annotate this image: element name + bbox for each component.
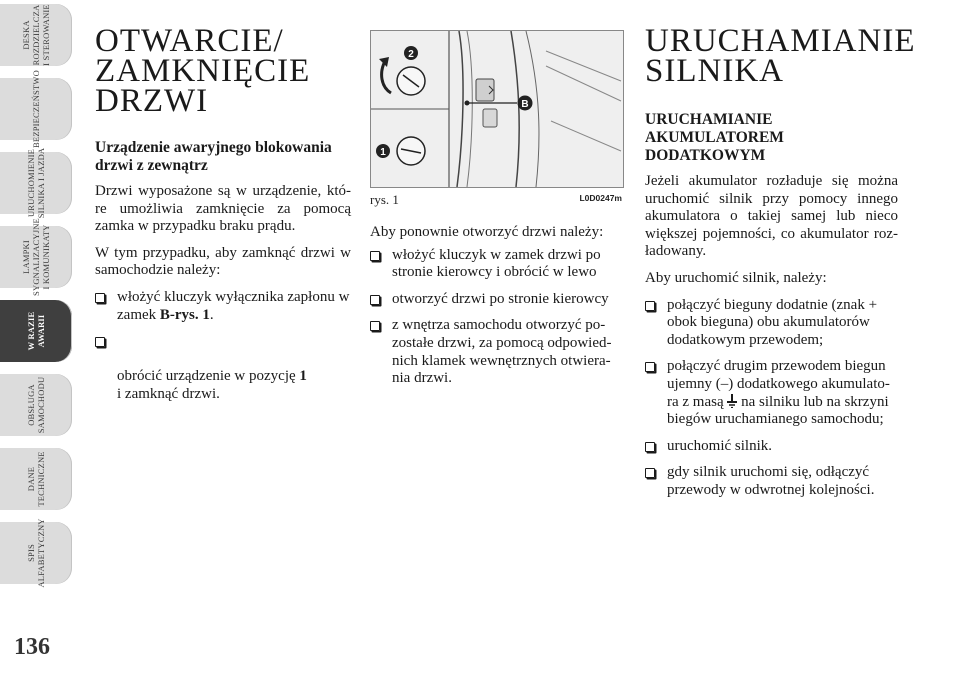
tab-label: DESKA ROZDZIELCZA I STEROWANIE (21, 4, 51, 66)
section-title: URUCHAMIANIE SILNIKA (645, 23, 916, 89)
checkbox-bullet-icon (370, 295, 380, 305)
tab-deska-rozdzielcza[interactable] (0, 4, 72, 66)
tab-w-razie-awarii[interactable] (0, 300, 72, 362)
list-item-text: połączyć drugim przewodem biegun ujemny (–) dodatkowego akumulato-ra z masą (667, 358, 890, 410)
list-item (645, 464, 898, 499)
tab-label: DANE TECHNICZNE (26, 451, 46, 507)
paragraph: Jeżeli akumulator rozładuje się można uruchomić silnik przy pomocy innego akumulatora o takiej samej lub nieco większej pojemności, co akumulator roz-ładowany. (645, 173, 898, 260)
list-item (370, 247, 622, 282)
figure-caption (370, 192, 622, 208)
list-item-text: gdy silnik uruchomi się, odłączyć przewody w odwrotnej kolejności. (667, 464, 875, 498)
list-item-text: obrócić urządzenie w pozycję (117, 368, 300, 385)
figure-code: L0D0247m (579, 193, 622, 203)
subsection-title: Urządzenie awaryjnego blokowania drzwi z zewnątrz (95, 139, 332, 174)
callout-1: 1 (380, 147, 386, 158)
tab-label: SPIS ALFABETYCZNY (26, 518, 46, 588)
list-item (645, 297, 898, 350)
list-item (95, 333, 351, 403)
tab-label: BEZPIECZEŃSTWO (31, 70, 41, 148)
column-jump-start (645, 23, 916, 509)
list-item (95, 289, 351, 324)
tab-lampki[interactable] (0, 218, 72, 296)
checkbox-bullet-icon (645, 468, 655, 478)
list-item-text: włożyć kluczyk w zamek drzwi po stronie kierowcy i obrócić w lewo (392, 246, 601, 281)
paragraph: Aby uruchomić silnik, należy: (645, 269, 827, 286)
ground-icon (727, 394, 737, 408)
list-item (645, 438, 898, 456)
tab-spis-alfabetyczny[interactable] (0, 518, 72, 588)
column-door-lock (95, 23, 351, 413)
tab-bezpieczenstwo[interactable] (0, 70, 72, 148)
instruction-list (645, 297, 898, 500)
list-item-text: uruchomić silnik. (667, 437, 772, 454)
checkbox-bullet-icon (370, 251, 380, 261)
callout-2: 2 (408, 49, 414, 60)
list-item-text: na silniku lub na skrzyni biegów uruchamianego samochodu; (667, 393, 889, 428)
checkbox-bullet-icon (95, 337, 105, 347)
section-title: OTWARCIE/ ZAMKNIĘCIE DRZWI (95, 23, 311, 119)
list-item-text: połączyć bieguny dodatnie (znak + obok bieguna) obu akumulatorów dodatkowym przewodem; (667, 296, 878, 348)
checkbox-bullet-icon (95, 293, 105, 303)
tab-label: W RAZIE AWARII (26, 311, 46, 351)
figure-reference: B-rys. 1 (159, 306, 210, 323)
tab-label: OBSŁUGA SAMOCHODU (26, 376, 46, 434)
list-item (370, 291, 622, 309)
checkbox-bullet-icon (645, 301, 655, 311)
position-reference: 1 (299, 368, 307, 385)
checkbox-bullet-icon (645, 442, 655, 452)
paragraph: Aby ponownie otworzyć drzwi należy: (370, 224, 604, 240)
paragraph: Drzwi wyposażone są w urządzenie, któ-re umożliwia zamknięcie za pomocą zamka w przypadku braku prądu. (95, 183, 351, 235)
list-item-text: włożyć kluczyk wyłącznika zapłonu w zamek (117, 288, 350, 323)
tab-label: LAMPKI SYGNALIZACYJNE I KOMUNIKATY (21, 218, 51, 296)
list-item-text: i zamknąć drzwi. (117, 385, 220, 402)
instruction-list (95, 289, 351, 404)
checkbox-bullet-icon (370, 321, 380, 331)
list-item-text: z wnętrza samochodu otworzyć po-zostałe drzwi, za pomocą odpowied-nich klamek wewnętrznych otwiera-nia drzwi. (392, 317, 612, 387)
tab-obsluga[interactable] (0, 374, 72, 436)
tab-label: URUCHOMIENIE SILNIKA I JAZDA (26, 147, 46, 219)
paragraph: W tym przypadku, aby zamknąć drzwi w samochodzie należy: (95, 244, 351, 279)
list-item (370, 317, 622, 387)
subsection-title: URUCHAMIANIE AKUMULATOREM DODATKOWYM (645, 111, 784, 164)
door-lock-figure (370, 30, 624, 188)
tab-dane-techniczne[interactable] (0, 448, 72, 510)
column-door-open (370, 224, 622, 397)
list-item-text: otworzyć drzwi po stronie kierowcy (392, 290, 609, 307)
tab-uruchomienie[interactable] (0, 147, 72, 219)
checkbox-bullet-icon (645, 362, 655, 372)
instruction-list (370, 247, 622, 388)
figure-caption-label: rys. 1 (370, 192, 399, 207)
list-item (645, 358, 898, 428)
page-number: 136 (14, 634, 50, 660)
list-item-text: . (209, 306, 214, 323)
callout-b: B (521, 99, 529, 110)
door-lock-illustration (371, 31, 623, 187)
